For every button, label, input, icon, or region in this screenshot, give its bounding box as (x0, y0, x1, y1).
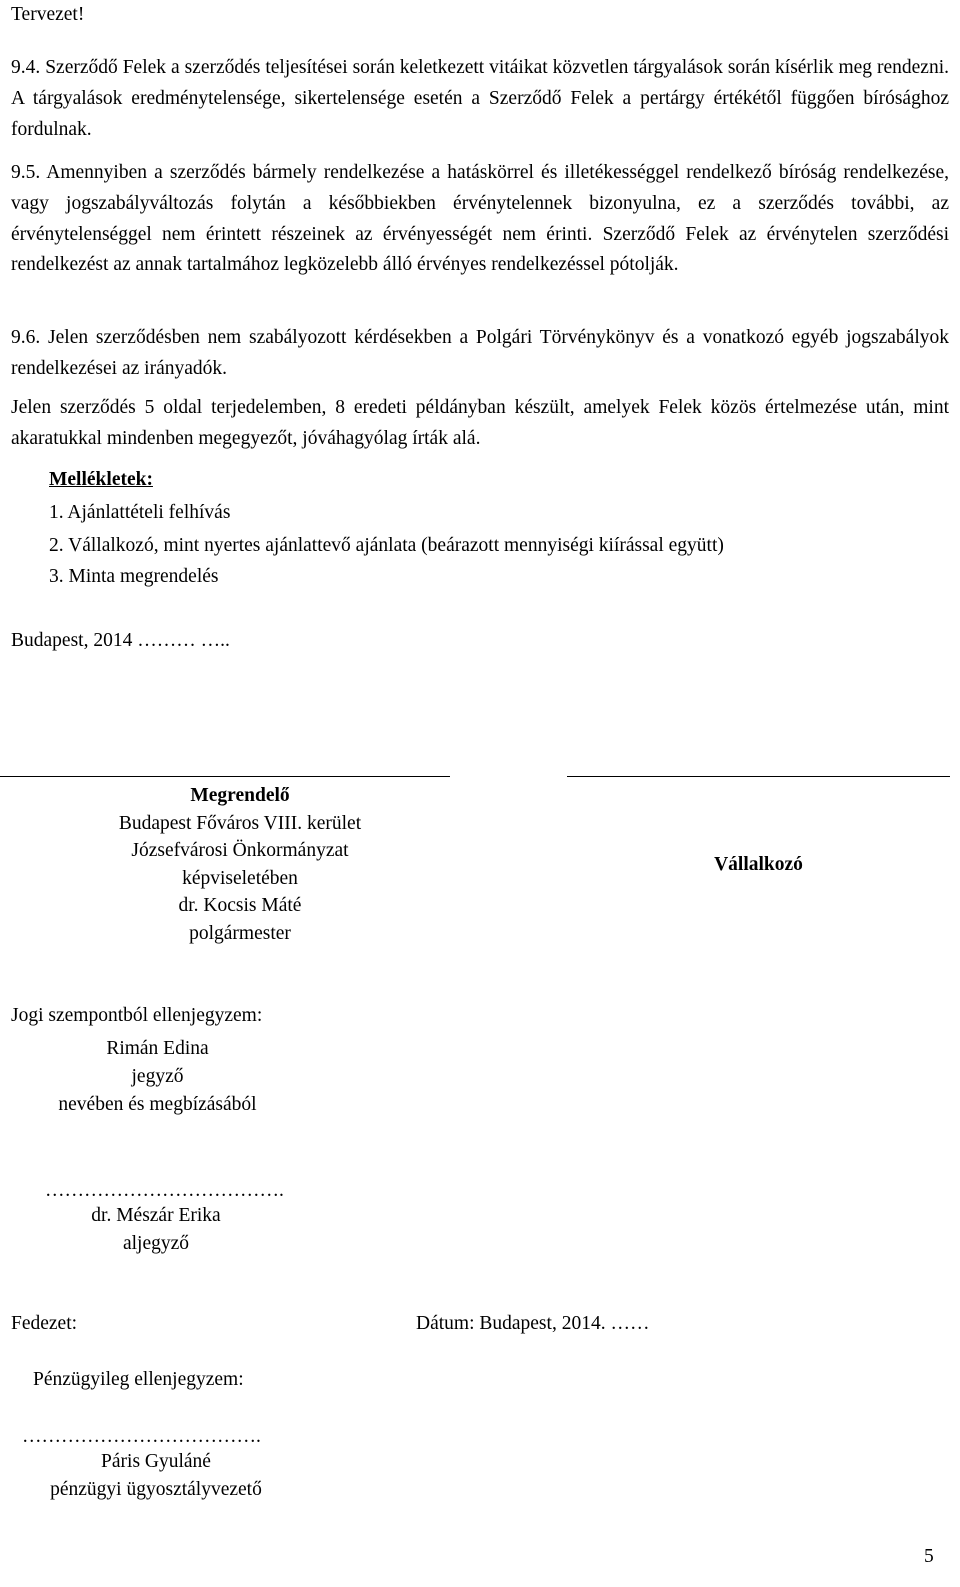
customer-line: dr. Kocsis Máté (178, 895, 302, 917)
customer-signature-block (40, 782, 440, 948)
legal-line: nevében és megbízásából (58, 1094, 257, 1115)
clause-9-6 (11, 323, 949, 385)
customer-line: Józsefvárosi Önkormányzat (131, 840, 349, 862)
contractor-signature-line (567, 776, 950, 777)
legal-line: jegyző (131, 1066, 184, 1087)
financial-signer-name: Páris Gyuláné (101, 1451, 211, 1472)
attachment-item: 2. Vállalkozó, mint nyertes ajánlattevő ajánlata (beárazott mennyiségi kiírással együtt) (49, 535, 724, 556)
clause-text: Szerződő Felek a szerződés teljesítései során keletkezett vitáikat közvetlen tárgyalások során kísérlik meg rendezni. A tárgyalások eredménytelensége, sikertelensége esetén a Szerződő Felek a pertárgy értékétől függően bírósághoz fordulnak. (11, 57, 949, 140)
customer-line: Budapest Főváros VIII. kerület (118, 812, 362, 834)
legal-signer-block (45, 1202, 267, 1258)
financial-countersign-label: Pénzügyileg ellenjegyzem: (33, 1369, 244, 1390)
place-date: Budapest, 2014 ……… ….. (11, 630, 230, 651)
customer-signature-line (0, 776, 450, 777)
funding-label: Fedezet: (11, 1313, 78, 1334)
clause-9-4 (11, 53, 949, 145)
page-number: 5 (924, 1546, 934, 1567)
clause-text: Jelen szerződésben nem szabályozott kérdésekben a Polgári Törvénykönyv és a vonatkozó egyéb jogszabályok rendelkezései az irányadók. (11, 327, 949, 379)
attachment-item: 3. Minta megrendelés (49, 566, 219, 587)
funding-date: Dátum: Budapest, 2014. …… (416, 1313, 650, 1334)
customer-line: képviseletében (182, 867, 298, 889)
clause-text: Amennyiben a szerződés bármely rendelkezése a hatáskörrel és illetékességgel rendelkező bíróság rendelkezése, vagy jogszabályváltozás folytán a későbbiekben érvénytelennek bizonyulna, ez a szerződés további, az érvénytelenséggel nem érintett részeinek az érvényességét nem érinti. Szerződő Felek az érvénytelen szerződési rendelkezést az annak tartalmához legközelebb álló érvényes rendelkezéssel pótolják. (11, 162, 949, 276)
clause-number: 9.6. (11, 327, 41, 348)
closing-paragraph: Jelen szerződés 5 oldal terjedelemben, 8 eredeti példányban készült, amelyek Felek közös értelmezése után, mint akaratukkal mindenben megegyezőt, jóváhagyólag írták alá. (11, 397, 949, 449)
legal-signer-title: aljegyző (122, 1233, 190, 1254)
contractor-title: Vállalkozó (714, 854, 803, 875)
financial-signer-title: pénzügyi ügyosztályvezető (50, 1479, 262, 1500)
attachment-item: 1. Ajánlattételi felhívás (49, 502, 231, 523)
legal-line: Rimán Edina (106, 1038, 209, 1059)
legal-countersign-label: Jogi szempontból ellenjegyzem: (11, 1005, 263, 1026)
draft-label: Tervezet! (11, 4, 85, 25)
legal-signature-dots: ………………………………. (45, 1180, 284, 1201)
customer-title: Megrendelő (190, 785, 290, 806)
legal-countersign-block (20, 1035, 295, 1119)
clause-number: 9.5. (11, 162, 41, 183)
customer-line: polgármester (189, 922, 291, 944)
clause-9-5 (11, 158, 949, 281)
clause-number: 9.4. (11, 57, 41, 78)
financial-signature-dots: ………………………………. (22, 1426, 261, 1447)
financial-signer-block (15, 1448, 297, 1504)
legal-signer-name: dr. Mészár Erika (91, 1205, 221, 1226)
attachments-heading: Mellékletek: (49, 469, 153, 490)
